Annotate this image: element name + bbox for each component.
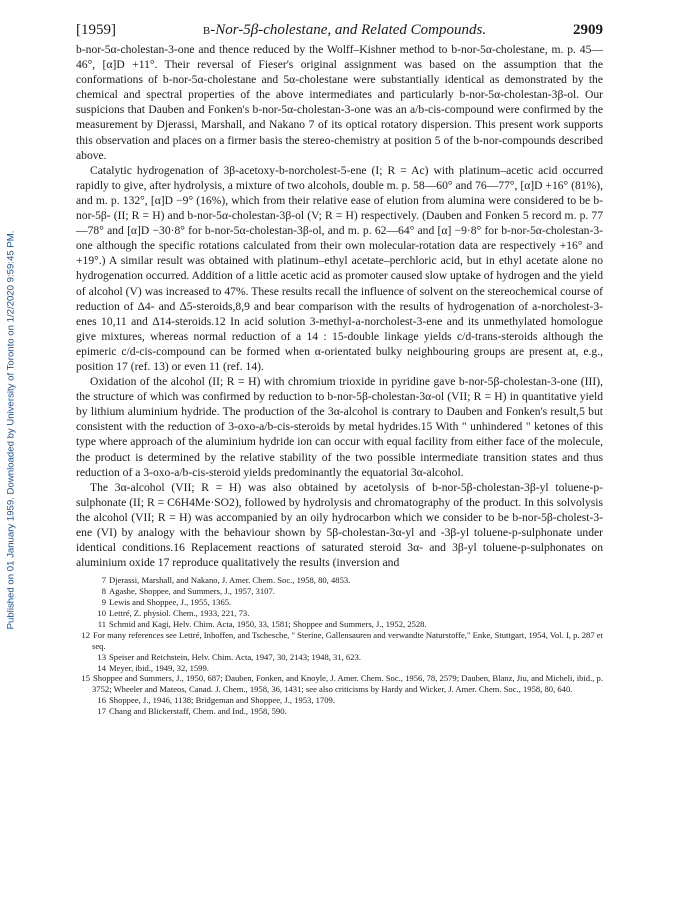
reference-number: 13 [97,651,106,662]
reference-number: 12 [81,629,90,640]
footnote-references [76,575,603,717]
running-title-text: Nor-5β-cholestane, and Related Compounds. [215,22,487,38]
reference-number: 9 [101,597,106,608]
article-body [76,42,603,570]
reference-item [76,652,603,663]
reference-text: Shoppee and Summers, J., 1950, 687; Dauben, Fonken, and Knoyle, J. Amer. Chem. Soc., 1956, 78, 2579; Dauben, Blanz, Jiu, and Micheli, ibid., p. 3752; Wheeler and Mateos, Canad. J. Chem., 1958, 36, 1431; see also criticisms by Hardy and Wicker, J. Amer. Chem. Soc., 1958, 80, 640. [92,673,603,695]
reference-number: 15 [81,673,90,684]
running-header [76,22,603,39]
reference-number: 16 [97,695,106,706]
reference-item [76,706,603,717]
download-watermark-text: Published on 01 January 1959. Downloaded by University of Toronto on 1/2/2020 9:59:45 PM. [5,230,17,630]
paragraph: b-nor-5α-cholestan-3-one and thence reduced by the Wolff–Kishner method to b-nor-5α-cholestane, m. p. 45—46°, [α]D +11°. Their reversal of Fieser's original assignment was based on the assumption that the conformations of b-nor-5α-cholestane and 5α-cholestane were substantially identical as demonstrated by the chemical and spectral properties of the above intermediates and particularly b-nor-5α-cholestan-3β-ol. Our suspicions that Dauben and Fonken's b-nor-5α-cholestan-3-one was an a/b-cis-compound were confirmed by the measurement by Djerassi, Marshall, and Nakano 7 of its optical rotatory dispersion. This present work supports this observation and places on a firmer basis the stereo-chemistry at position 5 of the b-nor-compounds described above. [76,43,603,162]
reference-item [76,695,603,706]
reference-text: Agashe, Shoppee, and Summers, J., 1957, 3107. [109,586,275,597]
page-number: 2909 [572,22,603,38]
paragraph: Oxidation of the alcohol (II; R = H) with chromium trioxide in pyridine gave b-nor-5β-cholestan-3-one (III), the structure of which was confirmed by reduction to b-nor-5β-cholestan-3α-ol (VII; R = H) in quantitative yield by lithium aluminium hydride. The production of the 3α-alcohol is contrary to Dauben and Fonken's result,5 but consistent with the reduction of 3-oxo-a/b-cis-steroids by metal hydrides.15 With " unhindered " ketones of this type where approach of the aluminium hydride ion can occur with equal facility from either face of the molecule, the product is determined by the relative stability of the two possible intermediate transition states and thus reduction of a 3-oxo-a/b-cis-steroid yields predominantly the equatorial 3α-alcohol. [76,375,603,479]
reference-item [76,630,603,652]
reference-text: Chang and Blickerstaff, Chem. and Ind., 1958, 590. [109,706,287,717]
reference-item [76,586,603,597]
journal-page [76,22,603,717]
reference-item [76,673,603,695]
paragraph: The 3α-alcohol (VII; R = H) was also obtained by acetolysis of b-nor-5β-cholestan-3β-yl toluene-p-sulphonate (II; R = C6H4Me·SO2), followed by hydrolysis and chromatography of the product. In this solvolysis the alcohol (VII; R = H) was accompanied by an oily hydrocarbon which we consider to be b-nor-5β-cholest-3-ene (VI) by analogy with the behaviour shown by 5β-cholestan-3α-yl and -3β-yl toluene-p-sulphonate under identical conditions.16 Replacement reactions of saturated steroid 3α- and 3β-yl toluene-p-sulphonates on aluminium oxide 17 reproduce qualitatively the results (inversion and [76,480,603,570]
reference-text: Speiser and Reichstein, Helv. Chim. Acta, 1947, 30, 2143; 1948, 31, 623. [109,651,361,662]
reference-item [76,597,603,608]
reference-number: 7 [101,575,106,586]
reference-text: Meyer, ibid., 1949, 32, 1599. [109,662,209,673]
reference-item [76,608,603,619]
reference-text: Djerassi, Marshall, and Nakano, J. Amer. Chem. Soc., 1958, 80, 4853. [109,575,351,586]
reference-item [76,619,603,630]
reference-text: Shoppee, J., 1946, 1138; Bridgeman and Shoppee, J., 1953, 1709. [109,695,335,706]
reference-item [76,663,603,674]
reference-number: 11 [97,618,106,629]
header-year: [1959] [76,22,116,38]
reference-number: 8 [101,586,106,597]
reference-number: 17 [97,706,106,717]
reference-item [76,575,603,586]
running-title [203,22,486,39]
reference-text: Lewis and Shoppee, J., 1955, 1365. [109,597,232,608]
reference-number: 10 [97,608,106,618]
reference-text: For many references see Lettré, Inhoffen, and Tschesche, " Sterine, Gallensauren and verwandte Naturstoffe," Enke, Stuttgart, 1954, Vol. I, p. 287 et seq. [92,629,603,651]
paragraph: Catalytic hydrogenation of 3β-acetoxy-b-norcholest-5-ene (I; R = Ac) with platinum–acetic acid occurred rapidly to give, after hydrolysis, a mixture of two alcohols, double m. p. 58—60° and 76—77°, [α]D +16° (81%), and m. p. 132°, [α]D −9° (16%), which from their relative ease of elution from alumina were considered to be b-nor-5β- (II; R = H) and b-nor-5α-cholestan-3β-ol (V; R = H) respectively. (Dauben and Fonken 5 record m. p. 77—78° and [α]D −30·8° for b-nor-5α-cholestan-3β-ol, and m. p. 62—64° and [α] −9·8° for b-nor-5α-cholestan-3-one although the specific rotations calculated from their own molecular-rotation data are respectively +16° and +19°.) A similar result was obtained with platinum–ethyl acetate–perchloric acid, but in ethyl acetate alone no hydrogenation occurred. Addition of a little acetic acid as promoter caused slow uptake of hydrogen and the yield of alcohol (V) was increased to 47%. These results recall the influence of solvent on the stereochemical course of reduction of Δ4- and Δ5-steroids,8,9 and bear comparison with the results of hydrogenation of a-norcholest-3-enes 10,11 and Δ14-steroids.12 In acid solution 3-methyl-a-norcholest-3-ene and its unmethylated homologue give mixtures, whereas normal reduction of a 14 : 15-double linkage yields c/d-trans-steroids although the epimeric c/d-cis-compound can be formed when α-orientated bulky neighbouring groups are present at, e.g., position 17 (ref. 13) or even 11 (ref. 14). [76,163,603,373]
running-title-prefix: b- [202,22,216,38]
reference-text: Lettré, Z. physiol. Chem., 1933, 221, 73. [109,608,250,618]
download-watermark [4,150,18,710]
reference-text: Schmid and Kagi, Helv. Chim. Acta, 1950, 33, 1581; Shoppee and Summers, J., 1952, 2528. [109,618,427,629]
reference-number: 14 [97,662,106,673]
